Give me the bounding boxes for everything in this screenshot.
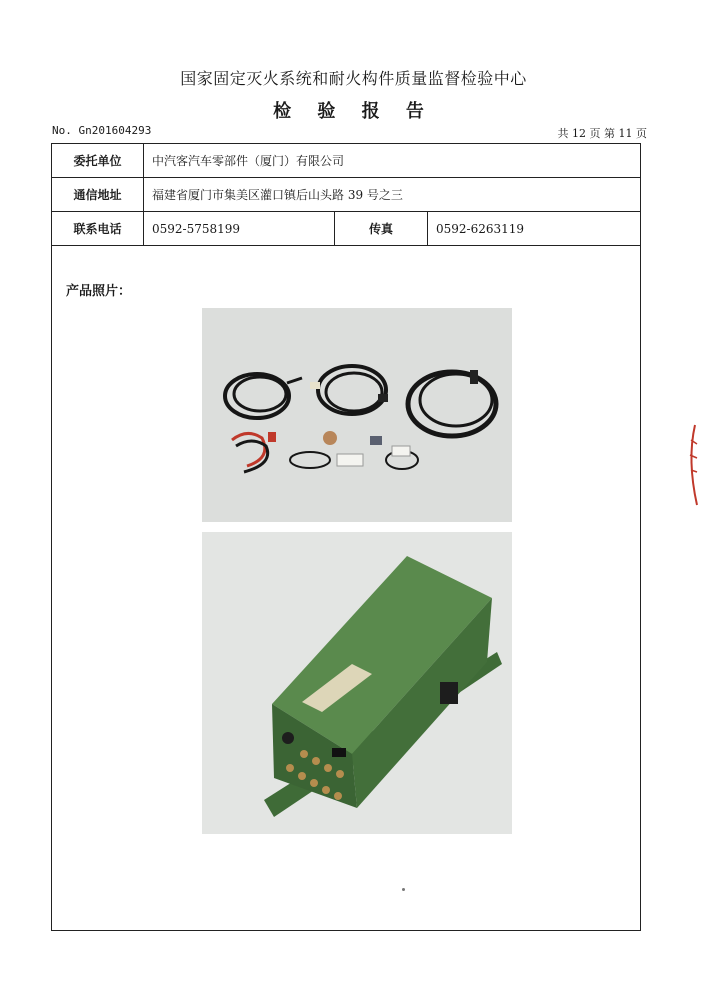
scan-speck xyxy=(402,888,405,891)
page-count: 共 12 页 第 11 页 xyxy=(557,127,647,140)
edge-stamp-mark xyxy=(685,420,703,510)
address-value: 福建省厦门市集美区灌口镇后山头路 39 号之三 xyxy=(152,188,403,202)
document-title: 检 验 报 告 xyxy=(273,101,434,122)
cable-harness-icon xyxy=(202,308,512,522)
fax-value: 0592-6263119 xyxy=(436,221,525,236)
client-value: 中汽客汽车零部件（厦门）有限公司 xyxy=(152,154,345,168)
report-number: No. Gn201604293 xyxy=(52,124,152,137)
control-unit-icon xyxy=(202,532,512,834)
fax-label: 传真 xyxy=(334,212,428,245)
client-row xyxy=(52,144,640,178)
control-unit-photo xyxy=(202,532,512,834)
client-label: 委托单位 xyxy=(52,144,144,177)
product-photos-label: 产品照片： xyxy=(66,284,132,299)
cable-harness-photo xyxy=(202,308,512,522)
phone-label: 联系电话 xyxy=(52,212,144,245)
address-row xyxy=(52,178,640,212)
address-label: 通信地址 xyxy=(52,178,144,211)
phone-value: 0592-5758199 xyxy=(152,221,241,236)
contact-row xyxy=(52,212,640,246)
organization-title: 国家固定灭火系统和耐火构件质量监督检验中心 xyxy=(180,69,527,88)
